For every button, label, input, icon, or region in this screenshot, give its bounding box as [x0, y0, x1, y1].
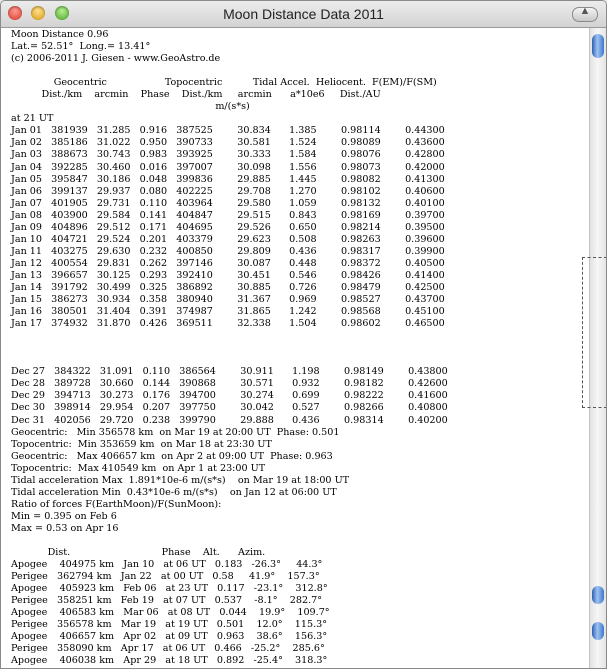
apsis-row: Apogee 406657 km Apr 02 at 09 UT 0.963 38.6° 156.3°	[11, 631, 328, 643]
data-row: Jan 15 386273 30.934 0.358 380940 31.367 0.969 0.98527 0.43700	[11, 294, 445, 306]
data-row: Jan 07 401905 29.731 0.110 403964 29.580 1.059 0.98132 0.40100	[11, 197, 445, 209]
extremes-summary	[11, 427, 349, 534]
data-row: Dec 29 394713 30.273 0.176 394700 30.274 0.699 0.98222 0.41600	[11, 390, 448, 402]
data-row: Dec 28 389728 30.660 0.144 390868 30.571 0.932 0.98182 0.42600	[11, 378, 448, 390]
summary-line: Topocentric: Max 410549 km on Apr 1 at 23:00 UT	[11, 462, 266, 474]
apsis-row: Perigee 358090 km Apr 17 at 06 UT 0.466 -25.2° 285.6°	[11, 643, 325, 655]
scrollbar-bottom-cap[interactable]	[592, 622, 604, 640]
scrollbar-thumb[interactable]	[592, 586, 604, 604]
summary-line: Ratio of forces F(EarthMoon)/F(SunMoon):	[11, 498, 222, 510]
daily-rows-december	[11, 366, 448, 425]
column-header-3: m/(s*s)	[11, 101, 250, 113]
location-line: Lat.= 52.51° Long.= 13.41°	[11, 41, 151, 53]
daily-rows-january	[11, 125, 445, 329]
data-row: Jan 11 403275 29.630 0.232 400850 29.809 0.436 0.98317 0.39900	[11, 245, 445, 257]
data-row: Jan 09 404896 29.512 0.171 404695 29.526 0.650 0.98214 0.39500	[11, 221, 445, 233]
apsis-row: Perigee 358251 km Feb 19 at 07 UT 0.537 -8.1° 282.7°	[11, 595, 323, 607]
summary-line: Geocentric: Max 406657 km on Apr 2 at 09:00 UT Phase: 0.963	[11, 450, 333, 462]
report-header	[1, 28, 589, 667]
apsis-row: Apogee 405923 km Feb 06 at 23 UT 0.117 -23.1° 312.8°	[11, 583, 328, 595]
data-row: Jan 14 391792 30.499 0.325 386892 30.885 0.726 0.98479 0.42500	[11, 281, 445, 293]
selection-marquee	[582, 257, 607, 408]
summary-line: Geocentric: Min 356578 km on Mar 19 at 20:00 UT Phase: 0.501	[11, 426, 340, 438]
data-row: Jan 06 399137 29.937 0.080 402225 29.708 1.270 0.98102 0.40600	[11, 185, 445, 197]
summary-line: Tidal acceleration Min 0.43*10e-6 m/(s*s) on Jan 12 at 06:00 UT	[11, 486, 337, 498]
toolbar-toggle-button[interactable]	[572, 7, 598, 22]
title-bar[interactable]	[1, 1, 606, 28]
column-header-1: Geocentric Topocentric Tidal Accel. Heliocent. F(EM)/F(SM)	[11, 77, 437, 89]
apsis-row: Apogee 404975 km Jan 10 at 06 UT 0.183 -26.3° 44.3°	[11, 559, 323, 571]
apsides-header: Dist. Phase Alt. Azim.	[11, 547, 266, 559]
data-row: Jan 08 403900 29.584 0.141 404847 29.515 0.843 0.98169 0.39700	[11, 209, 445, 221]
column-header-2: Dist./km arcmin Phase Dist./km arcmin a*10e6 Dist./AU	[11, 89, 381, 101]
toolbar-toggle-icon: ▲	[579, 5, 591, 17]
data-row: Jan 03 388673 30.743 0.983 393925 30.333 1.584 0.98076 0.42800	[11, 149, 445, 161]
report-text-area[interactable]	[1, 28, 589, 668]
apsis-row: Perigee 362794 km Jan 22 at 00 UT 0.58 41.9° 157.3°	[11, 571, 320, 583]
data-row: Jan 05 395847 30.186 0.048 399836 29.885 1.445 0.98082 0.41300	[11, 173, 445, 185]
data-row: Dec 30 398914 29.954 0.207 397750 30.042 0.527 0.98266 0.40800	[11, 402, 448, 414]
data-row: Jan 16 380501 31.404 0.391 374987 31.865 1.242 0.98568 0.45100	[11, 306, 445, 318]
data-row: Jan 12 400554 29.831 0.262 397146 30.087 0.448 0.98372 0.40500	[11, 257, 445, 269]
data-row: Jan 01 381939 31.285 0.916 387525 30.834 1.385 0.98114 0.44300	[11, 125, 445, 137]
summary-line: Min = 0.395 on Feb 6	[11, 510, 117, 522]
apsides-table	[11, 559, 330, 666]
data-row: Dec 31 402056 29.720 0.238 399790 29.888 0.436 0.98314 0.40200	[11, 414, 448, 426]
summary-line: Tidal acceleration Max 1.891*10e-6 m/(s*s) on Mar 19 at 18:00 UT	[11, 474, 350, 486]
data-row: Jan 13 396657 30.125 0.293 392410 30.451 0.546 0.98426 0.41400	[11, 269, 445, 281]
window-title: Moon Distance Data 2011	[223, 6, 384, 22]
data-row: Jan 02 385186 31.022 0.950 390733 30.581 1.524 0.98089 0.43600	[11, 137, 445, 149]
data-row: Jan 17 374932 31.870 0.426 369511 32.338 1.504 0.98602 0.46500	[11, 318, 445, 330]
summary-line: Topocentric: Min 353659 km on Mar 18 at 23:30 UT	[11, 438, 272, 450]
time-label: at 21 UT	[11, 113, 54, 125]
copyright-line: (c) 2006-2011 J. Giesen - www.GeoAstro.de	[11, 53, 221, 65]
summary-line: Max = 0.53 on Apr 16	[11, 522, 119, 534]
data-row: Jan 10 404721 29.524 0.201 403379 29.623 0.508 0.98263 0.39600	[11, 233, 445, 245]
scrollbar-top-cap[interactable]	[592, 34, 604, 58]
apsis-row: Apogee 406038 km Apr 29 at 18 UT 0.892 -25.4° 318.3°	[11, 655, 328, 667]
program-version: Moon Distance 0.96	[11, 29, 109, 40]
apsis-row: Perigee 356578 km Mar 19 at 19 UT 0.501 12.0° 115.3°	[11, 619, 328, 631]
apsis-row: Apogee 406583 km Mar 06 at 08 UT 0.044 19.9° 109.7°	[11, 607, 330, 619]
data-row: Dec 27 384322 31.091 0.110 386564 30.911 1.198 0.98149 0.43800	[11, 366, 448, 378]
data-row: Jan 04 392285 30.460 0.016 397007 30.098 1.556 0.98073 0.42000	[11, 161, 445, 173]
